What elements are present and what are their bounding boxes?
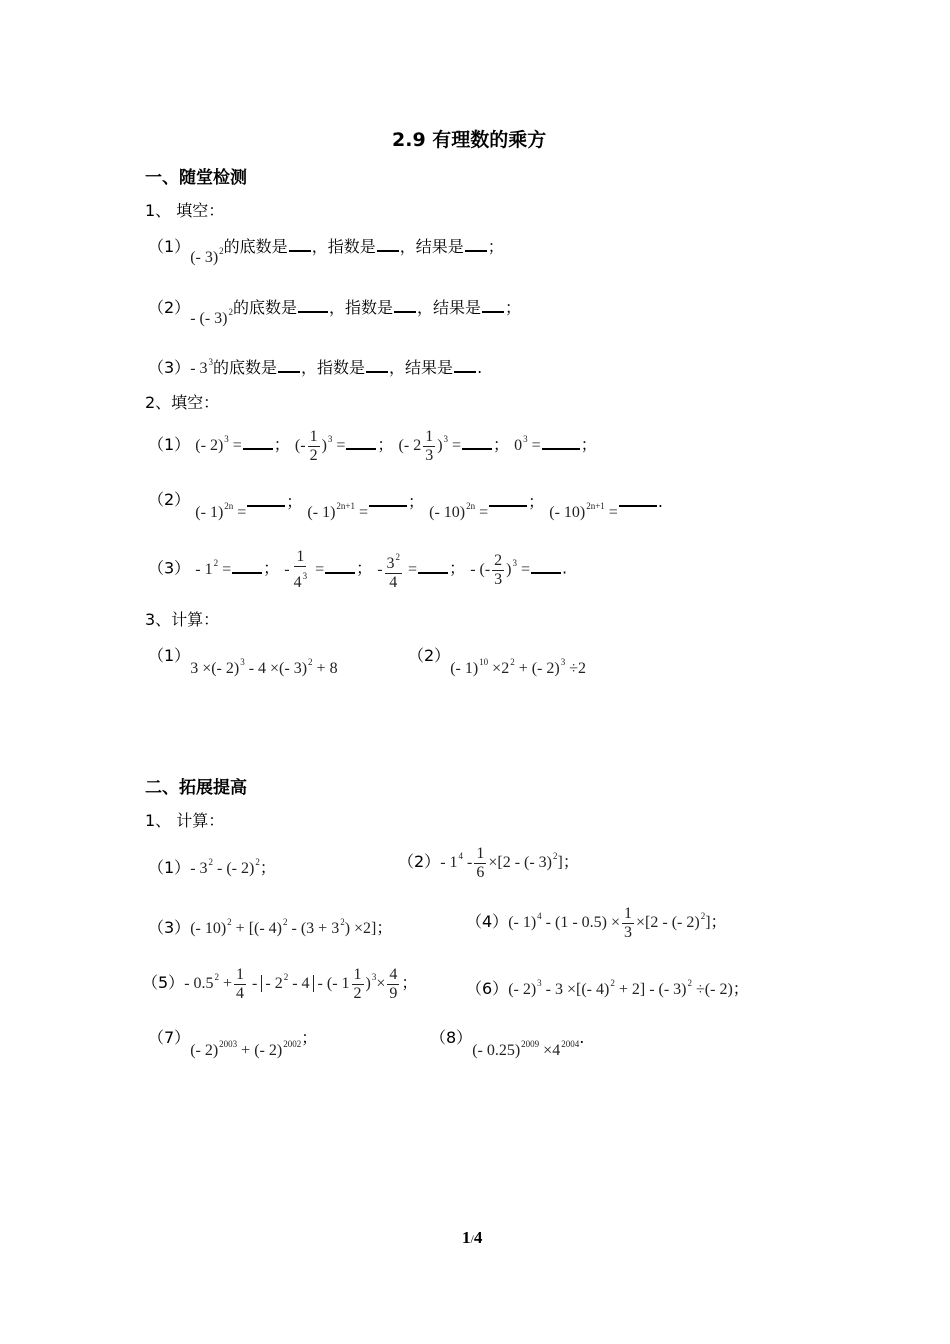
item-number: （3） xyxy=(148,358,191,377)
item-number: （1） xyxy=(148,858,191,877)
fill-row-2 xyxy=(148,487,663,521)
text: ； xyxy=(493,435,510,455)
answer-blank[interactable] xyxy=(542,434,580,450)
item-number: （3） xyxy=(148,918,191,937)
text: ，指数是 xyxy=(301,358,366,377)
text: 的底数是 xyxy=(213,358,278,377)
answer-blank[interactable] xyxy=(298,297,328,313)
text: . xyxy=(657,492,663,511)
text: 的底数是 xyxy=(233,298,298,317)
text: ； xyxy=(301,1028,318,1047)
math-expression: (- $0.25)^{2009} \times 4^{2004}$ xyxy=(472,1039,580,1059)
fill-item-2 xyxy=(148,295,522,327)
text: ； xyxy=(449,558,466,578)
question-2-label: 2、填空： xyxy=(145,393,220,412)
text: ； xyxy=(487,237,504,256)
answer-blank[interactable] xyxy=(346,434,376,450)
item-number: （6） xyxy=(466,979,509,998)
math-expression: - $\frac{1}{4^3}$ = xyxy=(284,548,325,591)
section-heading-1: 一、随堂检测 xyxy=(145,168,247,188)
math-expression: - $1^4$ - $\frac{1}{6}$ ×[2 - (- 3)$^2$] xyxy=(440,845,563,881)
text: ； xyxy=(562,852,579,872)
ext-item-3 xyxy=(148,915,392,938)
item-number: （1） xyxy=(148,435,191,455)
math-expression: (- 3)$^2$ xyxy=(190,246,224,266)
text: 的底数是 xyxy=(223,237,288,256)
answer-blank[interactable] xyxy=(462,434,492,450)
math-expression: - $3^2$ - (- 2)$^2$ xyxy=(190,857,260,877)
ext-item-5 xyxy=(142,966,417,1003)
item-number: （2） xyxy=(148,298,191,317)
math-expression: - $\frac{3^2}{4}$ = xyxy=(377,561,417,578)
calc-item-1 xyxy=(148,643,338,677)
ext-item-4 xyxy=(466,905,727,942)
text: ； xyxy=(377,435,394,455)
ext-item-1 xyxy=(148,855,276,878)
answer-blank[interactable] xyxy=(247,491,285,507)
answer-blank[interactable] xyxy=(531,558,561,574)
math-expression: (- $1)^{10} \times 2^2$ + (- 2)$^3$ ÷2 xyxy=(450,657,586,677)
answer-blank[interactable] xyxy=(482,297,504,313)
question-1-label: 1、 填空： xyxy=(145,201,225,220)
text: ； xyxy=(505,298,522,317)
answer-blank[interactable] xyxy=(454,357,476,373)
calc-item-2 xyxy=(408,643,586,677)
ext-item-6 xyxy=(466,976,749,999)
answer-blank[interactable] xyxy=(289,236,311,252)
item-number: （1） xyxy=(148,646,191,665)
math-expression: 3 ×(- 2)$^3$ - 4 ×(- 3)$^2$ + 8 xyxy=(190,657,338,677)
answer-blank[interactable] xyxy=(394,297,416,313)
math-expression: (- 10)$^{2n+1}$ = xyxy=(549,501,618,521)
text: ； xyxy=(580,435,597,455)
ext-item-8 xyxy=(430,1025,585,1059)
answer-blank[interactable] xyxy=(278,357,300,373)
answer-blank[interactable] xyxy=(232,558,262,574)
text: . xyxy=(579,1028,585,1047)
text: ； xyxy=(376,918,393,937)
text: ，指数是 xyxy=(329,298,394,317)
text: ，指数是 xyxy=(311,237,376,256)
text: ； xyxy=(356,558,373,578)
text: ； xyxy=(259,858,276,877)
text: ； xyxy=(273,435,290,455)
question-1-label: 1、 计算： xyxy=(145,811,225,830)
math-expression: (- 2)$^3$ - 3 ×[(- 4)$^2$ + 2] - (- 3)$^2$ ÷(- 2) xyxy=(508,978,733,998)
answer-blank[interactable] xyxy=(366,357,388,373)
answer-blank[interactable] xyxy=(619,491,657,507)
answer-blank[interactable] xyxy=(418,558,448,574)
fill-row-3 xyxy=(148,548,567,592)
fill-row-1 xyxy=(148,428,597,465)
text: ； xyxy=(286,492,303,511)
math-expression: (- 1)$^{2n+1}$ = xyxy=(307,501,368,521)
page-separator: / xyxy=(470,1232,474,1246)
answer-blank[interactable] xyxy=(369,491,407,507)
math-expression: (- 1)$^{2n}$ = xyxy=(195,501,247,521)
item-number: （2） xyxy=(408,646,451,665)
math-expression: - $3^3$ xyxy=(190,357,214,377)
text: ，结果是 xyxy=(417,298,482,317)
math-expression: - (- 3)$^2$ xyxy=(190,307,233,327)
fill-item-1 xyxy=(148,234,504,266)
text: ，结果是 xyxy=(399,237,464,256)
text: ，结果是 xyxy=(389,358,454,377)
math-expression: (- $\frac{1}{2}$ )$^3$ = xyxy=(294,428,346,464)
math-expression: (- 2)$^3$ = xyxy=(195,434,242,455)
item-number: （2） xyxy=(148,490,191,509)
math-expression: (- 1)$^4$ - (1 - 0.5) × $\frac{1}{3}$ ×[2 - (- 2)$^2$] xyxy=(508,905,711,941)
item-number: （4） xyxy=(466,912,509,932)
answer-blank[interactable] xyxy=(325,558,355,574)
math-expression: (- 2 $\frac{1}{3}$ )$^3$ = xyxy=(398,428,462,464)
math-expression: (- 10)$^2$ + [(- $4)^2 - (3 + 3^2) \times 2$] xyxy=(190,917,377,937)
answer-blank[interactable] xyxy=(489,491,527,507)
item-number: （8） xyxy=(430,1028,473,1047)
math-expression: (- 2)$^{2003}$ + (- 2)$^{2002}$ xyxy=(190,1039,302,1059)
current-page: 1 xyxy=(462,1228,471,1247)
text: ； xyxy=(401,973,418,993)
text: . xyxy=(477,358,483,377)
section-heading-2: 二、拓展提高 xyxy=(145,778,247,798)
page-title: 2.9 有理数的乘方 xyxy=(392,129,547,151)
text: ； xyxy=(710,912,727,932)
math-expression: (- 10)$^{2n}$ = xyxy=(429,501,489,521)
item-number: （1） xyxy=(148,237,191,256)
math-expression: - $0.5^2$ + $\frac{1}{4}$ - - $2^2 - 4$ - (- 1 $\frac{1}{2}$ )$^3$× $\frac{4}{9}$ xyxy=(184,966,398,1002)
fill-item-3 xyxy=(148,355,482,378)
math-expression: $0^3$ = xyxy=(514,434,541,455)
text: ； xyxy=(528,492,545,511)
page-number xyxy=(462,1228,482,1248)
text: . xyxy=(562,558,568,578)
math-expression: - $1^2$ = xyxy=(195,557,232,578)
math-expression: - (- $\frac{2}{3}$ )$^3$ = xyxy=(470,551,531,588)
text: ； xyxy=(263,558,280,578)
text: ； xyxy=(732,979,749,998)
item-number: （3） xyxy=(148,558,191,578)
item-number: （7） xyxy=(148,1028,191,1047)
answer-blank[interactable] xyxy=(243,434,273,450)
item-number: （5） xyxy=(142,973,185,993)
question-3-label: 3、计算： xyxy=(145,610,220,629)
answer-blank[interactable] xyxy=(377,236,399,252)
total-pages: 4 xyxy=(473,1228,483,1247)
absolute-value: - $2^2 - 4$ xyxy=(261,975,313,992)
ext-item-2 xyxy=(398,845,579,882)
ext-item-7 xyxy=(148,1025,318,1059)
answer-blank[interactable] xyxy=(465,236,487,252)
text: ； xyxy=(408,492,425,511)
item-number: （2） xyxy=(398,852,441,872)
